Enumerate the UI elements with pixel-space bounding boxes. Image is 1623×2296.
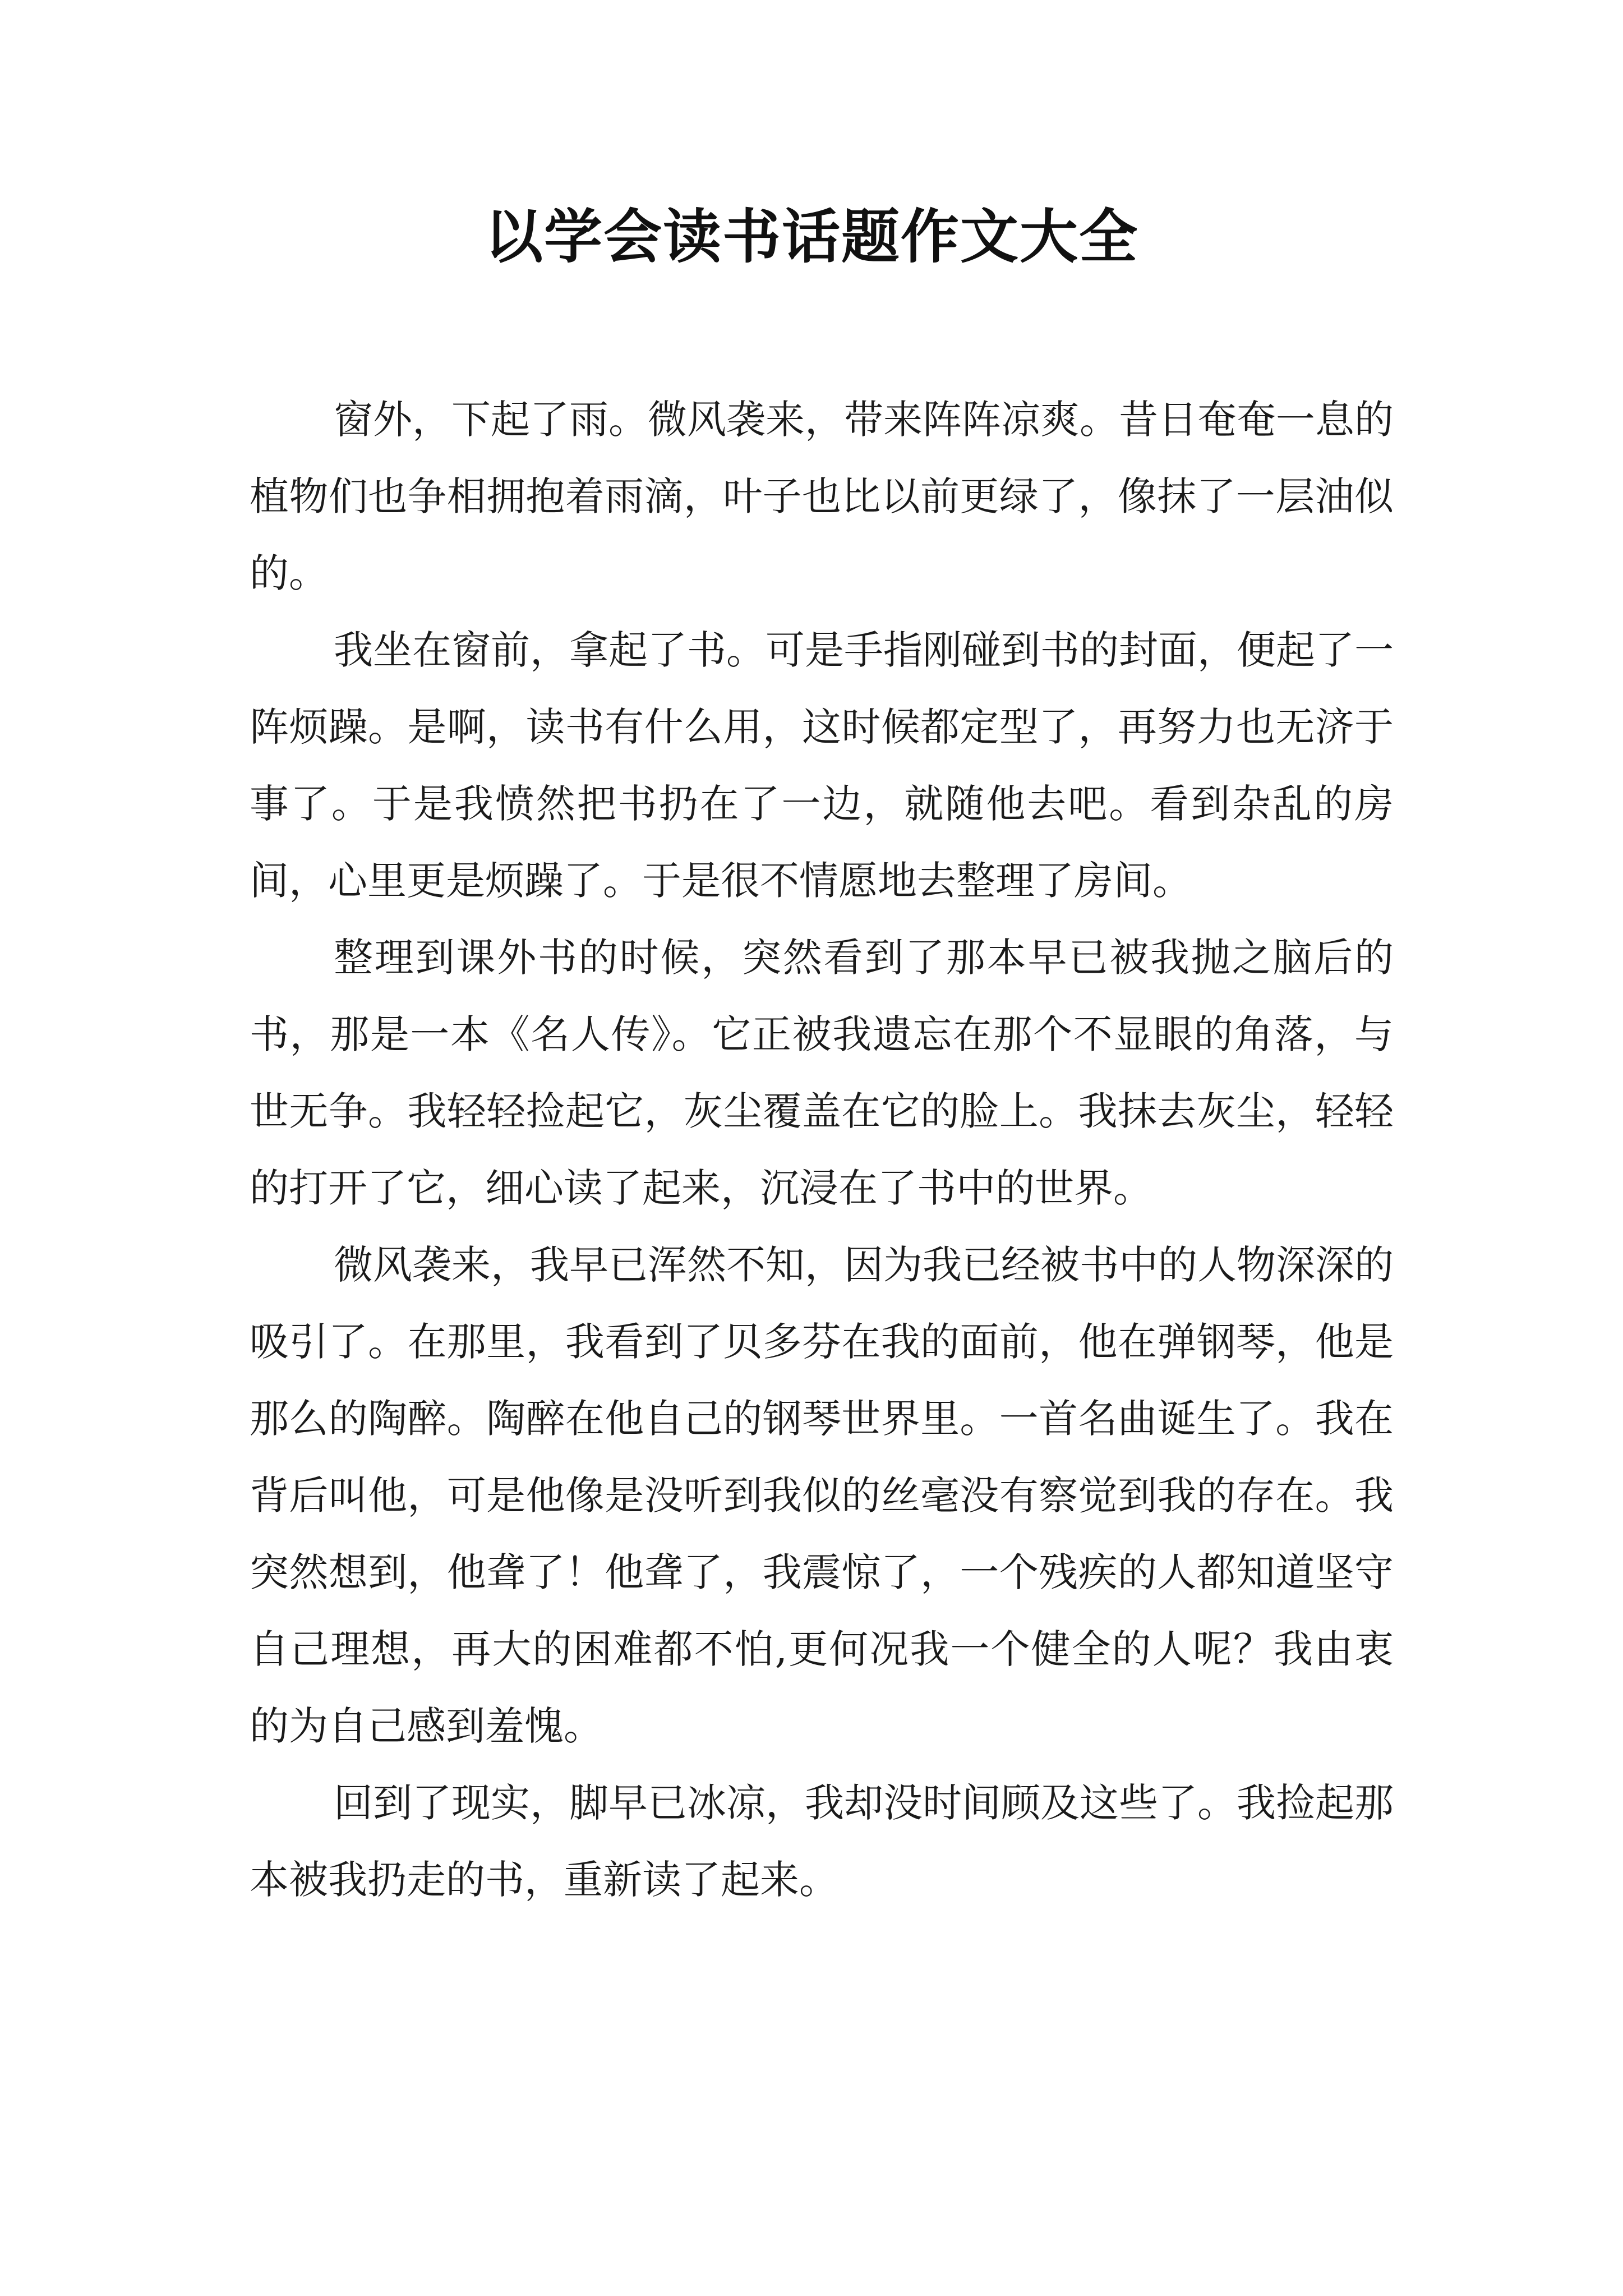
paragraph-2: 我坐在窗前，拿起了书。可是手指刚碰到书的封面，便起了一阵烦躁。是啊，读书有什么用，这时候都定型了，再努力也无济于事了。于是我愤然把书扔在了一边，就随他去吧。看到杂乱的房间，心里更是烦躁了。于是很不情愿地去整理了房间。 [250, 627, 1394, 904]
paragraph-5: 回到了现实，脚早已冰凉，我却没时间顾及这些了。我捡起那本被我扔走的书，重新读了起来。 [250, 1780, 1394, 1903]
paragraph-3: 整理到课外书的时候，突然看到了那本早已被我抛之脑后的书，那是一本《名人传》。它正被我遗忘在那个不显眼的角落，与世无争。我轻轻捡起它，灰尘覆盖在它的脸上。我抹去灰尘，轻轻的打开了它，细心读了起来，沉浸在了书中的世界。 [250, 935, 1394, 1211]
paragraph-4: 微风袭来，我早已浑然不知，因为我已经被书中的人物深深的吸引了。在那里，我看到了贝多芬在我的面前，他在弹钢琴，他是那么的陶醉。陶醉在他自己的钢琴世界里。一首名曲诞生了。我在背后叫他，可是他像是没听到我似的丝毫没有察觉到我的存在。我突然想到，他聋了！他聋了，我震惊了，一个残疾的人都知道坚守自己理想，再大的困难都不怕,更何况我一个健全的人呢？我由衷的为自己感到羞愧。 [250, 1242, 1394, 1749]
document-title: 以学会读书话题作文大全 [484, 203, 1138, 271]
paragraph-1: 窗外，下起了雨。微风袭来，带来阵阵凉爽。昔日奄奄一息的植物们也争相拥抱着雨滴，叶子也比以前更绿了，像抹了一层油似的。 [250, 397, 1394, 596]
document-body [250, 381, 1394, 1918]
